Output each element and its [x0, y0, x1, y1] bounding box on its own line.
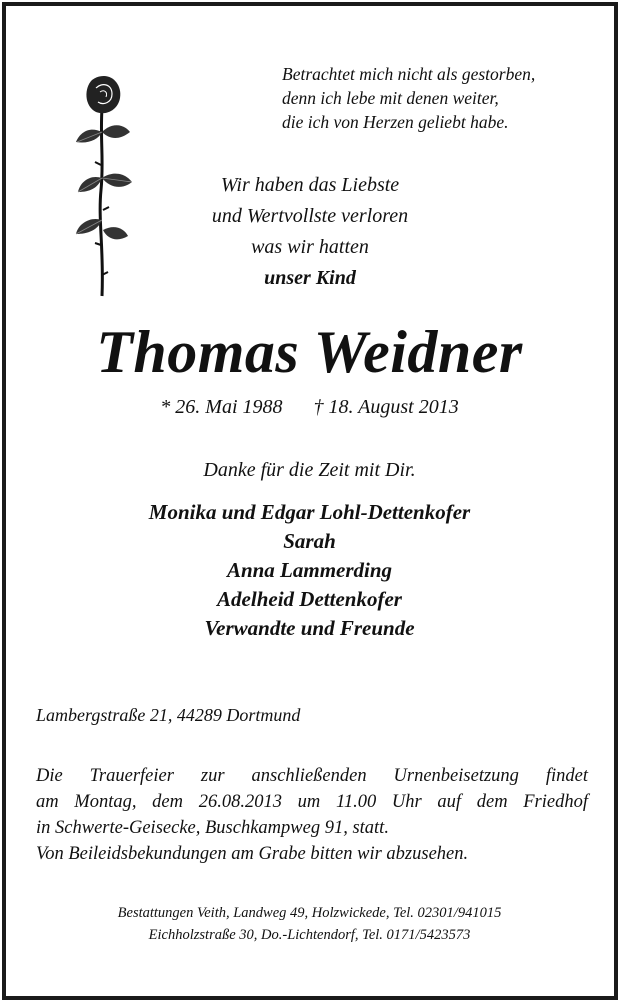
birth-date: * 26. Mai 1988: [160, 396, 283, 418]
mourner-name: Sarah: [283, 529, 336, 553]
thanks-line: Danke für die Zeit mit Dir.: [203, 459, 416, 481]
funeral-home-info: [0, 902, 619, 946]
funeral-home-line: Eichholzstraße 30, Do.-Lichtendorf, Tel. 0171/5423573: [148, 927, 471, 943]
motto-quote: [282, 62, 602, 134]
loss-emphasis: unser Kind: [264, 267, 356, 289]
life-dates: [0, 396, 619, 419]
motto-line: die ich von Herzen geliebt habe.: [282, 112, 509, 132]
loss-line: Wir haben das Liebste: [220, 174, 400, 196]
notice-line: Die Trauerfeier zur anschließenden Urnenbeisetzung findet: [36, 766, 588, 786]
notice-line: am Montag, dem 26.08.2013 um 11.00 Uhr auf dem Friedhof: [36, 792, 588, 812]
mourner-name: Verwandte und Freunde: [204, 616, 415, 640]
notice-line: in Schwerte-Geisecke, Buschkampweg 91, statt.: [36, 818, 389, 838]
family-address: Lambergstraße 21, 44289 Dortmund: [36, 705, 301, 725]
funeral-home-line: Bestattungen Veith, Landweg 49, Holzwickede, Tel. 02301/941015: [117, 905, 502, 921]
motto-line: denn ich lebe mit denen weiter,: [282, 88, 499, 108]
notice-line: Von Beileidsbekundungen am Grabe bitten wir abzusehen.: [36, 844, 469, 864]
mourner-name: Adelheid Dettenkofer: [217, 587, 402, 611]
loss-verse: [160, 170, 460, 294]
death-date: † 18. August 2013: [313, 396, 459, 418]
mourner-name: Monika und Edgar Lohl-Dettenkofer: [148, 500, 471, 524]
loss-line: was wir hatten: [251, 236, 369, 258]
rose-icon: [62, 70, 142, 300]
mourner-name: Anna Lammerding: [226, 558, 393, 582]
motto-line: Betrachtet mich nicht als gestorben,: [282, 64, 536, 84]
ceremony-notice: [36, 763, 588, 867]
deceased-name: Thomas Weidner: [96, 319, 523, 385]
loss-line: und Wertvollste verloren: [211, 205, 409, 227]
mourners-list: [0, 498, 619, 643]
